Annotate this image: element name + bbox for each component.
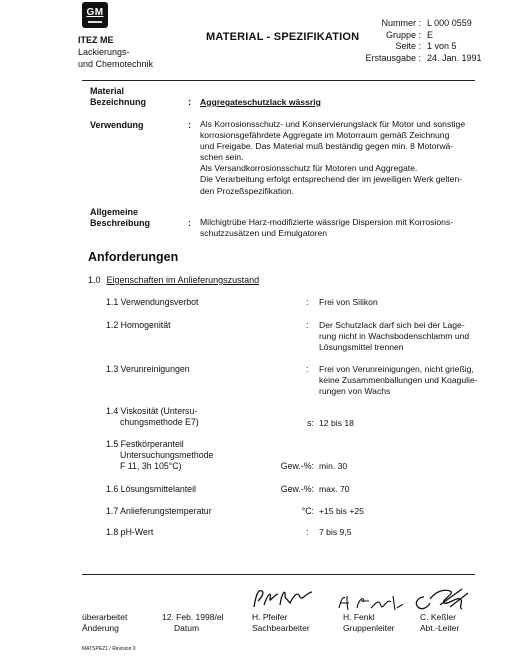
meta-block (330, 18, 505, 64)
meta-row-group: Gruppe : E (385, 29, 434, 40)
prop-value-1-1: Frei von Silikon (319, 297, 378, 307)
dept-line-3: und Chemotechnik (78, 59, 154, 69)
prop-value-1-8: 7 bis 9,5 (319, 527, 352, 537)
prop-value-1-6: max. 70 (319, 484, 350, 494)
material-label: Material Bezeichnung (90, 86, 147, 107)
meta-row-page: Seite : 1 von 5 (395, 41, 457, 51)
section-heading: 1.0 Eigenschaften im Anlieferungszustand (88, 275, 260, 285)
prop-value-1-2: Der Schutzlack darf sich bei der Lage- rung nicht in Wachsbodenschlamm und Lösungsmittel trennen (319, 320, 470, 352)
prop-colon: : (306, 297, 309, 307)
prop-unit-1-5: Gew.-%: (280, 461, 314, 471)
gm-logo (82, 2, 108, 28)
prop-label-1-5: 1.5 Festkörperanteil Untersuchungsmethode F 11, 3h 105°C) (106, 439, 214, 471)
department-block (78, 34, 188, 70)
usage-colon: : (188, 120, 191, 130)
signature-fenkl (335, 592, 405, 614)
prop-colon: : (306, 527, 309, 537)
dept-line-2: Lackierungs- (78, 47, 130, 57)
footer-divider (82, 574, 475, 575)
material-value: Aggregateschutzlack wässrig (200, 97, 321, 107)
description-colon: : (188, 218, 191, 228)
prop-label-1-1: 1.1 Verwendungsverbot (106, 297, 199, 307)
meta-row-issue: Erstausgabe : 24. Jan. 1991 (365, 52, 482, 63)
dept-line-1: ITEZ ME (78, 35, 114, 45)
form-id: MATSPEZ1 / Revision 0 (82, 646, 136, 652)
footer-group-leader: H. Fenkl Gruppenleiter (343, 612, 395, 633)
footer-dept-leader: C. Keßler Abt.-Leiter (420, 612, 460, 633)
prop-value-1-3: Frei von Verunreinigungen, nicht grießig, keine Zusammenballungen und Koagulie- rungen von Wachs (319, 364, 478, 396)
prop-colon: : (306, 320, 309, 330)
footer-revised: überarbeitet Änderung (82, 612, 128, 633)
meta-row-number: Nummer : L 000 0559 (381, 18, 472, 28)
prop-label-1-2: 1.2 Homogenität (106, 320, 171, 330)
prop-unit-1-6: Gew.-%: (280, 484, 314, 494)
prop-value-1-7: +15 bis +25 (319, 506, 364, 516)
description-label: Allgemeine Beschreibung (90, 207, 151, 228)
signature-pfeifer (250, 585, 320, 613)
material-colon: : (188, 97, 191, 107)
header-divider (82, 80, 475, 81)
prop-label-1-4: 1.4 Viskosität (Untersu- chungsmethode E7) (106, 406, 199, 427)
prop-label-1-7: 1.7 Anlieferungstemperatur (106, 506, 212, 516)
footer-date: 12. Feb. 1998/el Datum (162, 612, 224, 633)
document-title: MATERIAL - SPEZIFIKATION (206, 31, 360, 43)
signature-kessler (410, 585, 475, 615)
usage-label: Verwendung (90, 120, 144, 130)
usage-text: Als Korrosionsschutz- und Konservierungslack für Motor und sonstige korrosionsgefährdete Aggregate im Motorraum gemäß Zeichnung und Freigabe. Das Material muß beständig gegen min. 8 Motorwä- schen sein. Als Versandkorrosionsschutz für Motoren und Aggregate. Die Verarbeitung erfolgt entsprechend der im jeweiligen Werk gelten- den Prozeßspezifikation. (200, 119, 466, 196)
prop-value-1-5: min. 30 (319, 461, 348, 471)
prop-colon: : (306, 364, 309, 374)
footer-clerk: H. Pfeifer Sachbearbeiter (252, 612, 310, 633)
description-text: Milchigtrübe Harz-modifizierte wässrige Dispersion mit Korrosions- schutzzusätzen und Emulgatoren (200, 217, 454, 239)
prop-label-1-8: 1.8 pH-Wert (106, 527, 154, 537)
prop-value-1-4: 12 bis 18 (319, 418, 354, 428)
logo-bar-icon (88, 21, 102, 23)
prop-unit-1-4: s: (307, 418, 314, 428)
logo-text: GM (86, 6, 104, 18)
prop-unit-1-7: °C: (301, 506, 314, 516)
prop-label-1-6: 1.6 Lösungsmittelanteil (106, 484, 196, 494)
prop-label-1-3: 1.3 Verunreinigungen (106, 364, 190, 374)
requirements-heading: Anforderungen (88, 250, 179, 264)
